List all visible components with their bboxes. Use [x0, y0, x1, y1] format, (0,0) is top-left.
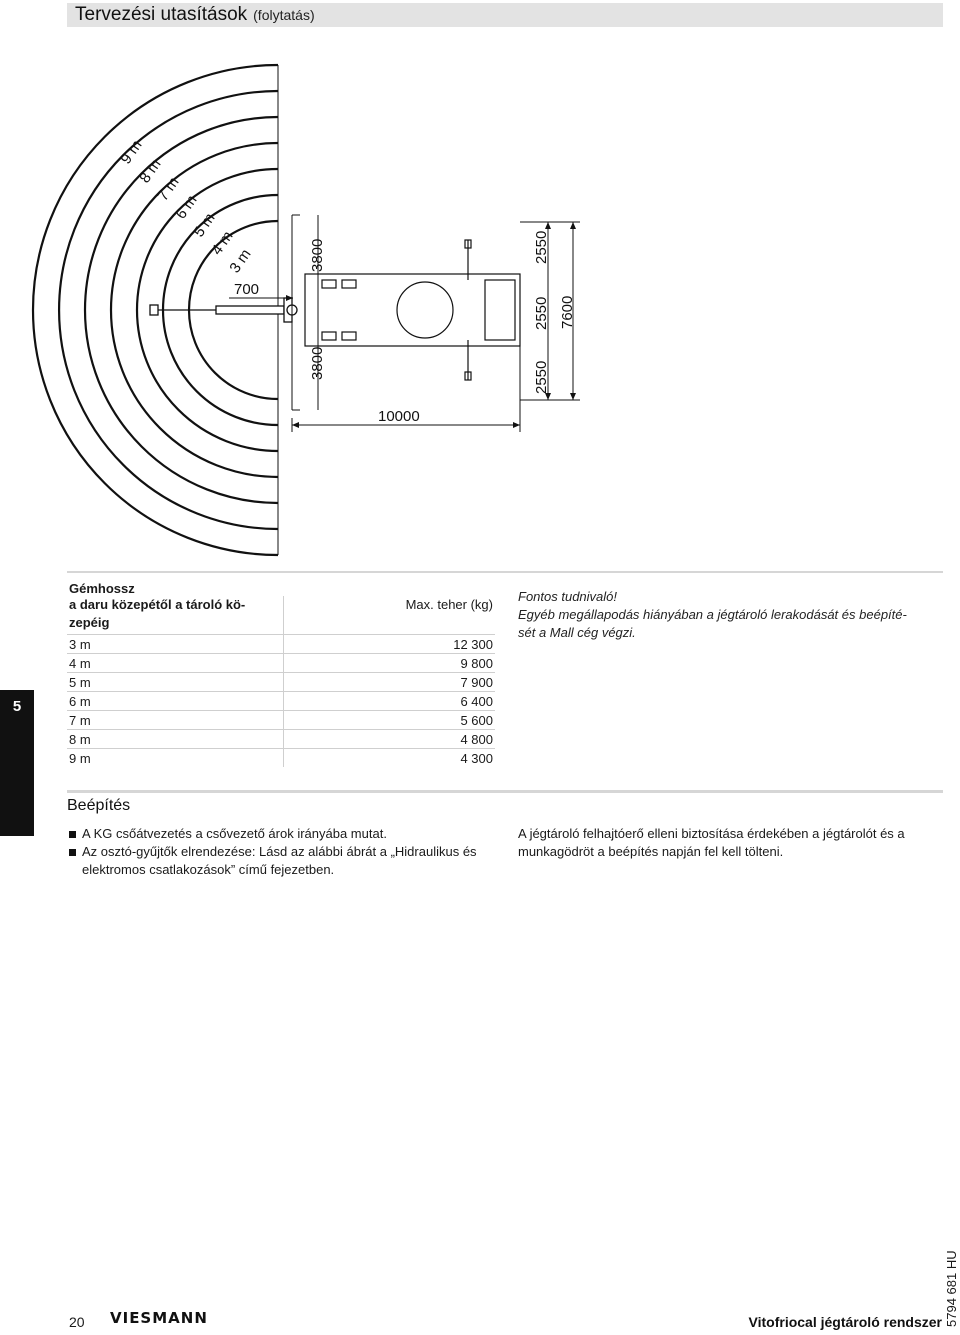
boom-tip	[150, 305, 158, 315]
radius-label-3m: 3 m	[226, 246, 255, 277]
radius-label-7m: 7 m	[154, 174, 183, 205]
page-title-text: Tervezési utasítások	[75, 4, 248, 25]
table-header-row-1	[67, 580, 495, 596]
document-number-wrap	[941, 1215, 960, 1327]
brand-logo: VIESMANN	[110, 1309, 208, 1327]
page-title	[75, 4, 315, 26]
important-note	[518, 588, 938, 642]
radius-label-6m: 6 m	[172, 192, 201, 223]
boom-arm	[216, 306, 284, 314]
dim-right-bottom: 2550	[533, 360, 550, 394]
radius-label-4m: 4 m	[208, 228, 237, 259]
radius-label-8m: 8 m	[136, 156, 165, 187]
table-row: 5 m 7 900	[69, 674, 493, 690]
list-item: Az osztó-gyűjtők elrendezése: Lásd az alábbi ábrát a „Hidraulikus és elektromos csatlakozások” című fejezetben.	[67, 843, 497, 879]
table-row: 6 m 6 400	[69, 693, 493, 709]
table-header-max-load: Max. teher (kg)	[284, 596, 496, 635]
page-subtitle: (folytatás)	[253, 7, 315, 23]
dim-left-top: 3800	[309, 238, 326, 272]
dim-right-top: 2550	[533, 230, 550, 264]
table-header-boom: Gémhossz	[69, 580, 135, 596]
section-rule	[67, 790, 943, 793]
bullet-square-icon	[69, 849, 76, 856]
chapter-number: 5	[12, 698, 22, 715]
document-number: 5794 681 HU	[944, 1250, 959, 1327]
tank-manhole	[397, 282, 453, 338]
table-row: 7 m 5 600	[69, 712, 493, 728]
header-bar	[67, 3, 943, 27]
dim-boom-offset: 700	[234, 281, 260, 298]
section-title: Beépítés	[67, 797, 131, 814]
bullet-list	[67, 825, 497, 879]
table-row: 4 m 9 800	[69, 655, 493, 671]
bullet-square-icon	[69, 831, 76, 838]
document-title: Vitofriocal jégtároló rendszer	[748, 1314, 942, 1330]
note-line-2: sét a Mall cég végzi.	[518, 625, 636, 640]
page-number: 20	[69, 1314, 85, 1330]
table-header-distance: a daru közepétől a tároló kö- zepéig	[67, 596, 284, 635]
dim-length: 10000	[378, 408, 420, 425]
list-item: A KG csőátvezetés a csővezető árok irányába mutat.	[67, 825, 497, 843]
table-header-row-2	[67, 596, 495, 635]
table-top-rule	[67, 571, 943, 573]
dim-right-mid: 2550	[533, 296, 550, 330]
load-table	[67, 580, 495, 767]
crane-diagram	[0, 40, 960, 570]
table-row: 8 m 4 800	[69, 731, 493, 747]
radius-label-5m: 5 m	[190, 210, 219, 241]
note-line-1: Egyéb megállapodás hiányában a jégtároló lerakodását és beépíté-	[518, 607, 907, 622]
table-row: 3 m 12 300	[69, 636, 493, 652]
section-paragraph: A jégtároló felhajtóerő elleni biztosítása érdekében a jégtárolót és a munkagödröt a beépítés napján fel kell tölteni.	[518, 826, 905, 859]
dim-left-bottom: 3800	[309, 346, 326, 380]
radius-label-9m: 9 m	[117, 137, 146, 168]
dim-total-width: 7600	[559, 295, 576, 329]
table-row: 9 m 4 300	[69, 750, 493, 766]
note-title: Fontos tudnivaló!	[518, 589, 618, 604]
